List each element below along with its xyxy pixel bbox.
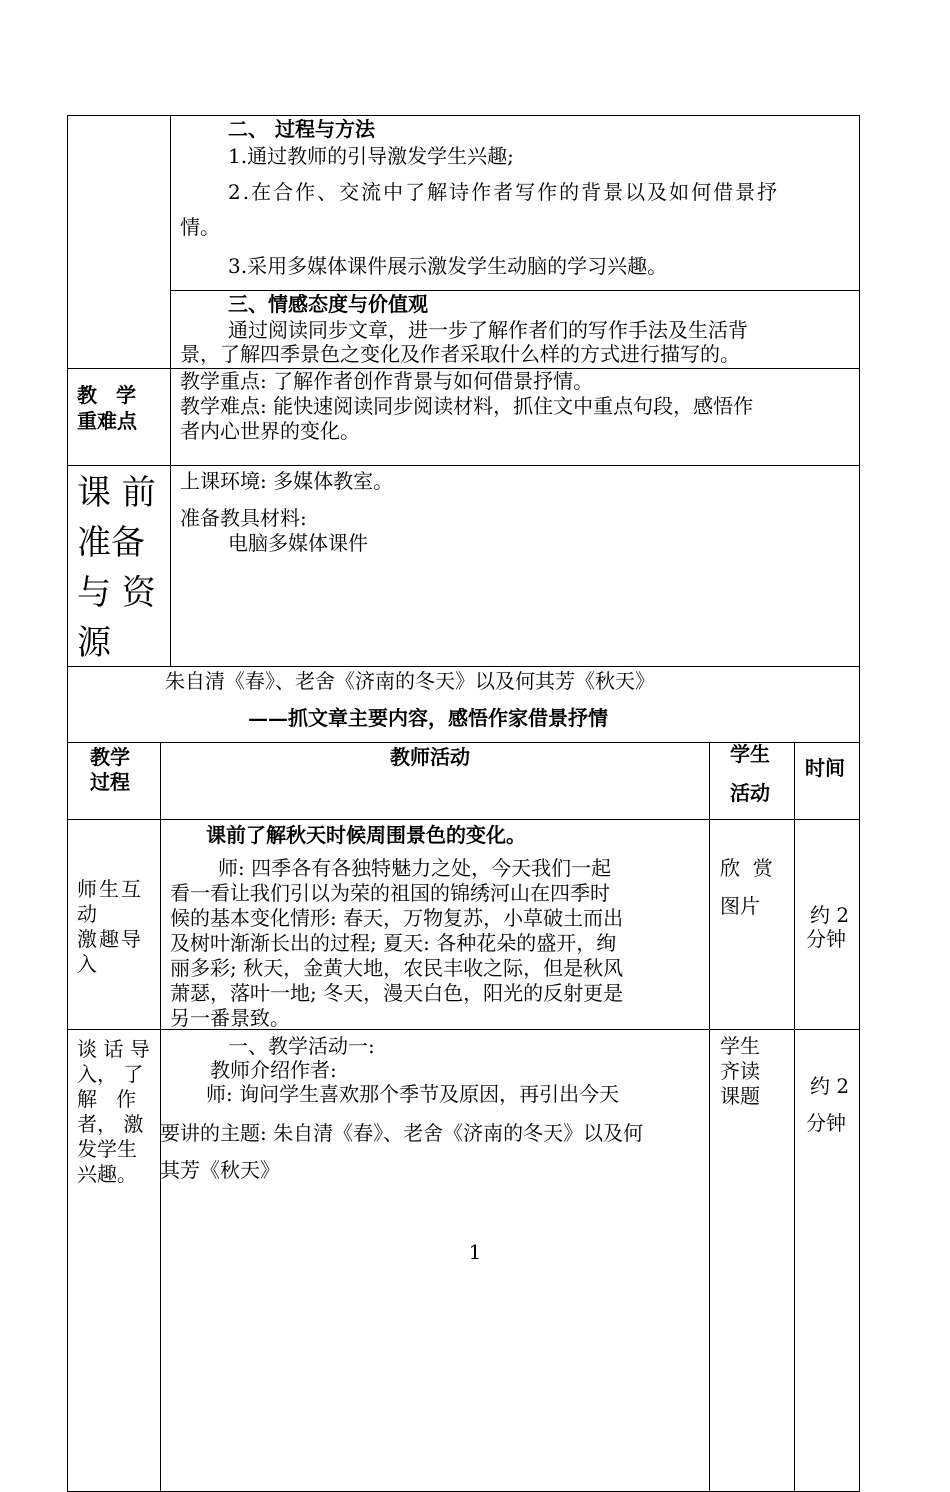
student-activity: 图片 (720, 894, 760, 918)
process-heading: 二、 过程与方法 (228, 117, 375, 141)
stage-label: 者， 激 (77, 1112, 144, 1136)
stage-label: 入， 了 (77, 1062, 144, 1086)
teacher-activity-line: 及树叶渐渐长出的过程; 夏天: 各种花朵的盛开，绚 (170, 931, 617, 955)
key-points-label: 重难点 (77, 409, 137, 433)
student-activity: 欣 赏 (720, 856, 773, 880)
header-student-activity: 学生 (730, 742, 770, 766)
student-activity: 课题 (720, 1084, 760, 1108)
process-item: 1.通过教师的引导激发学生兴趣; (228, 144, 514, 168)
stage-label: 谈 话 导 (77, 1037, 150, 1061)
teacher-activity-line: 丽多彩; 秋天，金黄大地，农民丰收之际，但是秋风 (170, 956, 624, 980)
key-points-label: 教 学 (77, 383, 142, 407)
teacher-activity-line: 师: 询问学生喜欢那个季节及原因，再引出今天 (206, 1082, 620, 1106)
teacher-activity-line: 一、教学活动一: (228, 1034, 375, 1058)
preparation-label: 与 资 (77, 573, 156, 613)
lesson-title: 朱自清《春》、老舍《济南的冬天》以及何其芳《秋天》 (165, 669, 655, 693)
student-activity: 齐读 (720, 1059, 760, 1083)
teacher-activity-line: 萧瑟，落叶一地; 冬天，漫天白色，阳光的反射更是 (170, 981, 624, 1005)
student-activity: 学生 (720, 1034, 760, 1058)
teacher-activity-line: 教师介绍作者: (210, 1058, 337, 1082)
teacher-activity-line: 看一看让我们引以为荣的祖国的锦绣河山在四季时 (170, 881, 610, 905)
preparation-label: 课 前 (77, 473, 156, 513)
process-item: 情。 (180, 215, 220, 239)
stage-label: 兴趣。 (77, 1162, 137, 1186)
stage-label: 解 作 (77, 1087, 137, 1111)
header-process: 教学 (90, 745, 130, 769)
page-number: 1 (468, 1240, 482, 1264)
emotion-line: 景，了解四季景色之变化及作者采取什么样的方式进行描写的。 (180, 342, 740, 366)
materials-item: 电脑多媒体课件 (228, 531, 368, 555)
key-point-text: 教学难点: 能快速阅读同步阅读材料，抓住文中重点句段，感悟作 (180, 394, 754, 418)
time-value: 分钟 (806, 1111, 846, 1135)
key-point-text: 者内心世界的变化。 (180, 419, 360, 443)
environment-text: 上课环境: 多媒体教室。 (180, 469, 394, 493)
lesson-subtitle: ——抓文章主要内容，感悟作家借景抒情 (248, 706, 608, 730)
stage-label: 发学生 (77, 1137, 137, 1161)
teacher-activity-heading: 课前了解秋天时候周围景色的变化。 (206, 823, 526, 847)
header-student-activity: 活动 (730, 781, 770, 805)
header-time: 时间 (805, 756, 845, 780)
key-point-text: 教学重点: 了解作者创作背景与如何借景抒情。 (180, 369, 594, 393)
time-value: 分钟 (806, 927, 846, 951)
teacher-activity-line: 师: 四季各有各独特魅力之处，今天我们一起 (218, 856, 612, 880)
emotion-line: 通过阅读同步文章，进一步了解作者们的写作手法及生活背 (228, 318, 748, 342)
preparation-label: 准备 (77, 523, 145, 563)
teacher-activity-line: 候的基本变化情形: 春天，万物复苏，小草破土而出 (170, 906, 624, 930)
process-item: 3.采用多媒体课件展示激发学生动脑的学习兴趣。 (228, 254, 668, 278)
time-value: 约 2 (810, 1074, 850, 1098)
emotion-heading: 三、情感态度与价值观 (228, 292, 428, 316)
process-item: 2.在合作、交流中了解诗作者写作的背景以及如何借景抒 (228, 180, 780, 204)
stage-label: 师生互 (77, 877, 143, 901)
materials-label: 准备教具材料: (180, 506, 307, 530)
stage-label: 动 (77, 902, 97, 926)
teacher-activity-line: 要讲的主题: 朱自清《春》、老舍《济南的冬天》以及何 (160, 1121, 644, 1145)
stage-label: 激趣导 (77, 927, 143, 951)
teacher-activity-line: 另一番景致。 (170, 1006, 290, 1030)
stage-label: 入 (77, 952, 97, 976)
time-value: 约 2 (810, 903, 850, 927)
header-teacher-activity: 教师活动 (390, 745, 470, 769)
preparation-label: 源 (77, 623, 111, 663)
teacher-activity-line: 其芳《秋天》 (160, 1158, 280, 1182)
header-process: 过程 (90, 770, 130, 794)
